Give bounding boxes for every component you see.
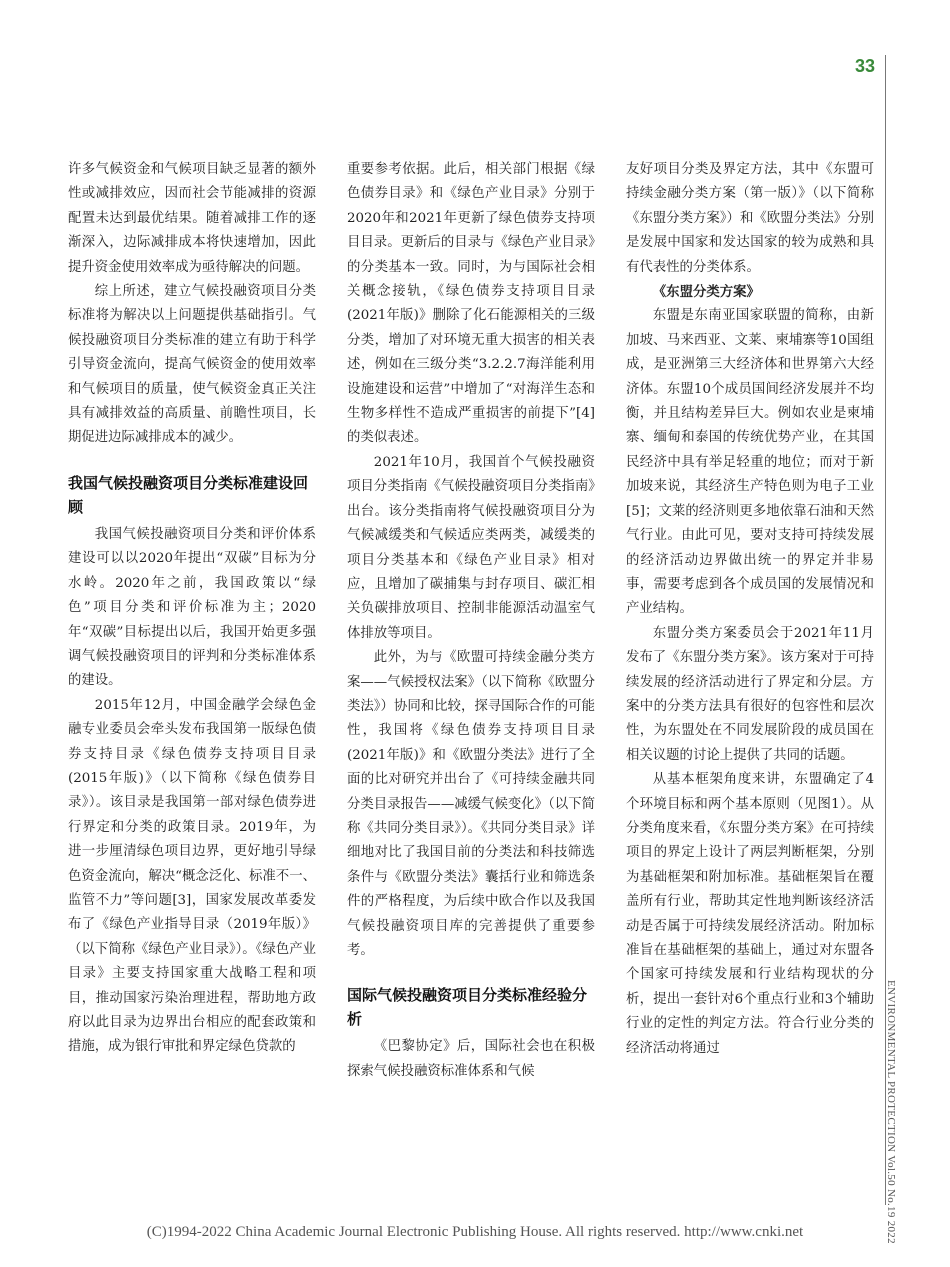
paragraph: 此外，为与《欧盟可持续金融分类方案——气候授权法案》（以下简称《欧盟分类法》）协同和比较，探寻国际合作的可能性，我国将《绿色债券支持项目目录(2021年版)》和《欧盟分类法》进行了全面的比对研究并出台了《可持续金融共同分类目录报告——减缓气候变化》（以下简称《共同分类目录》）。《共同分类目录》详细地对比了我国目前的分类法和科技筛选条件与《欧盟分类法》囊括行业和筛选条件的严格程度，为后续中欧合作以及我国气候投融资项目库的完善提供了重要参考。 [347,650,595,958]
subsection-heading: 《东盟分类方案》 [652,284,760,301]
paragraph: 《巴黎协定》后，国际社会也在积极探索气候投融资标准体系和气候 [347,1039,595,1079]
section-heading: 国际气候投融资项目分类标准经验分析 [347,986,588,1029]
paragraph: 2015年12月，中国金融学会绿色金融专业委员会牵头发布我国第一版绿色债券支持目录《绿色债券支持项目目录(2015年版)》（以下简称《绿色债券目录》）。该目录是我国第一部对绿色债券进行界定和分类的政策目录。2019年，为进一步厘清绿色项目边界，更好地引导绿色资金流向，解决“概念泛化、标准不一、监管不力”等问题[3]，国家发展改革委发布了《绿色产业指导目录（2019年版）》（以下简称《绿色产业目录》）。《绿色产业目录》主要支持国家重大战略工程和项目，推动国家污染治理进程，帮助地方政府以此目录为边界出台相应的配套政策和措施，成为银行审批和界定绿色贷款的 [68,697,316,1055]
paragraph: 从基本框架角度来讲，东盟确定了4个环境目标和两个基本原则（见图1）。从分类角度来看，《东盟分类方案》在可持续项目的界定上设计了两层判断框架，分别为基础框架和附加标准。基础框架旨在覆盖所有行业，帮助其定性地判断该经济活动是否属于可持续发展经济活动。附加标准旨在基础框架的基础上，通过对东盟各个国家可持续发展和行业结构现状的分析，提出一套针对6个重点行业和3个辅助行业的定性的判定方法。符合行业分类的经济活动将通过 [626,772,874,1056]
journal-vertical-title: ENVIRONMENTAL PROTECTION Vol.50 No.19 2022 [885,980,897,1244]
paragraph: 重要参考依据。此后，相关部门根据《绿色债券目录》和《绿色产业目录》分别于2020年和2021年更新了绿色债券支持项目目录。更新后的目录与《绿色产业目录》的分类基本一致。同时，为与国际社会相关概念接轨，《绿色债券支持项目目录(2021年版)》删除了化石能源相关的三级分类，增加了对环境无重大损害的相关表述，例如在三级分类“3.2.2.7海洋能利用设施建设和运营”中增加了“对海洋生态和生物多样性不造成严重损害的前提下”[4]的类似表述。 [347,162,595,446]
copyright-footer: (C)1994-2022 China Academic Journal Electronic Publishing House. All rights reserved. http://www.cnki.net [146,1224,804,1240]
section-heading: 我国气候投融资项目分类标准建设回顾 [68,473,309,516]
column-3 [626,158,874,1061]
paragraph: 东盟分类方案委员会于2021年11月发布了《东盟分类方案》。该方案对于可持续发展的经济活动进行了界定和分层。方案中的分类方法具有很好的包容性和层次性，为东盟处在不同发展阶段的成员国在相关议题的讨论上提供了共同的话题。 [626,625,874,763]
paragraph: 东盟是东南亚国家联盟的简称，由新加坡、马来西亚、文莱、柬埔寨等10国组成，是亚洲第三大经济体和世界第六大经济体。东盟10个成员国间经济发展并不均衡，并且结构差异巨大。例如农业是柬埔寨、缅甸和泰国的传统优势产业，在其国民经济中具有举足轻重的地位；而对于新加坡来说，其经济生产特色则为电子工业[5]；文莱的经济则更多地依靠石油和天然气行业。由此可见，要对支持可持续发展的经济活动边界做出统一的界定并非易事，需要考虑到各个成员国的发展情况和产业结构。 [626,308,874,617]
paragraph: 许多气候资金和气候项目缺乏显著的额外性或减排效应，因而社会节能减排的资源配置未达到最优结果。随着减排工作的逐渐深入，边际减排成本将快速增加，因此提升资金使用效率成为亟待解决的问题。 [68,162,316,275]
page-number: 33 [854,56,875,76]
paragraph: 友好项目分类及界定方法，其中《东盟可持续金融分类方案（第一版）》（以下简称《东盟分类方案》）和《欧盟分类法》分别是发展中国家和发达国家的较为成熟和具有代表性的分类体系。 [626,162,874,275]
column-1 [68,158,316,1060]
paragraph: 2021年10月，我国首个气候投融资项目分类指南《气候投融资项目分类指南》出台。该分类指南将气候投融资项目分为气候减缓类和气候适应类两类，减缓类的项目分类基本和《绿色产业目录》相对应，且增加了碳捕集与封存项目、碳汇相关负碳排放项目、控制非能源活动温室气体排放等项目。 [347,454,595,641]
paragraph: 综上所述，建立气候投融资项目分类标准将为解决以上问题提供基础指引。气候投融资项目分类标准的建立有助于科学引导资金流向，提高气候资金的使用效率和气候项目的质量，使气候资金真正关注具有减排效益的高质量、前瞻性项目，长期促进边际减排成本的减少。 [68,284,316,446]
column-2 [347,158,595,1084]
paragraph: 我国气候投融资项目分类和评价体系建设可以以2020年提出“双碳”目标为分水岭。2020年之前，我国政策以“绿色”项目分类和评价标准为主；2020年“双碳”目标提出以后，我国开始更多强调气候投融资项目的评判和分类标准体系的建设。 [68,526,316,689]
